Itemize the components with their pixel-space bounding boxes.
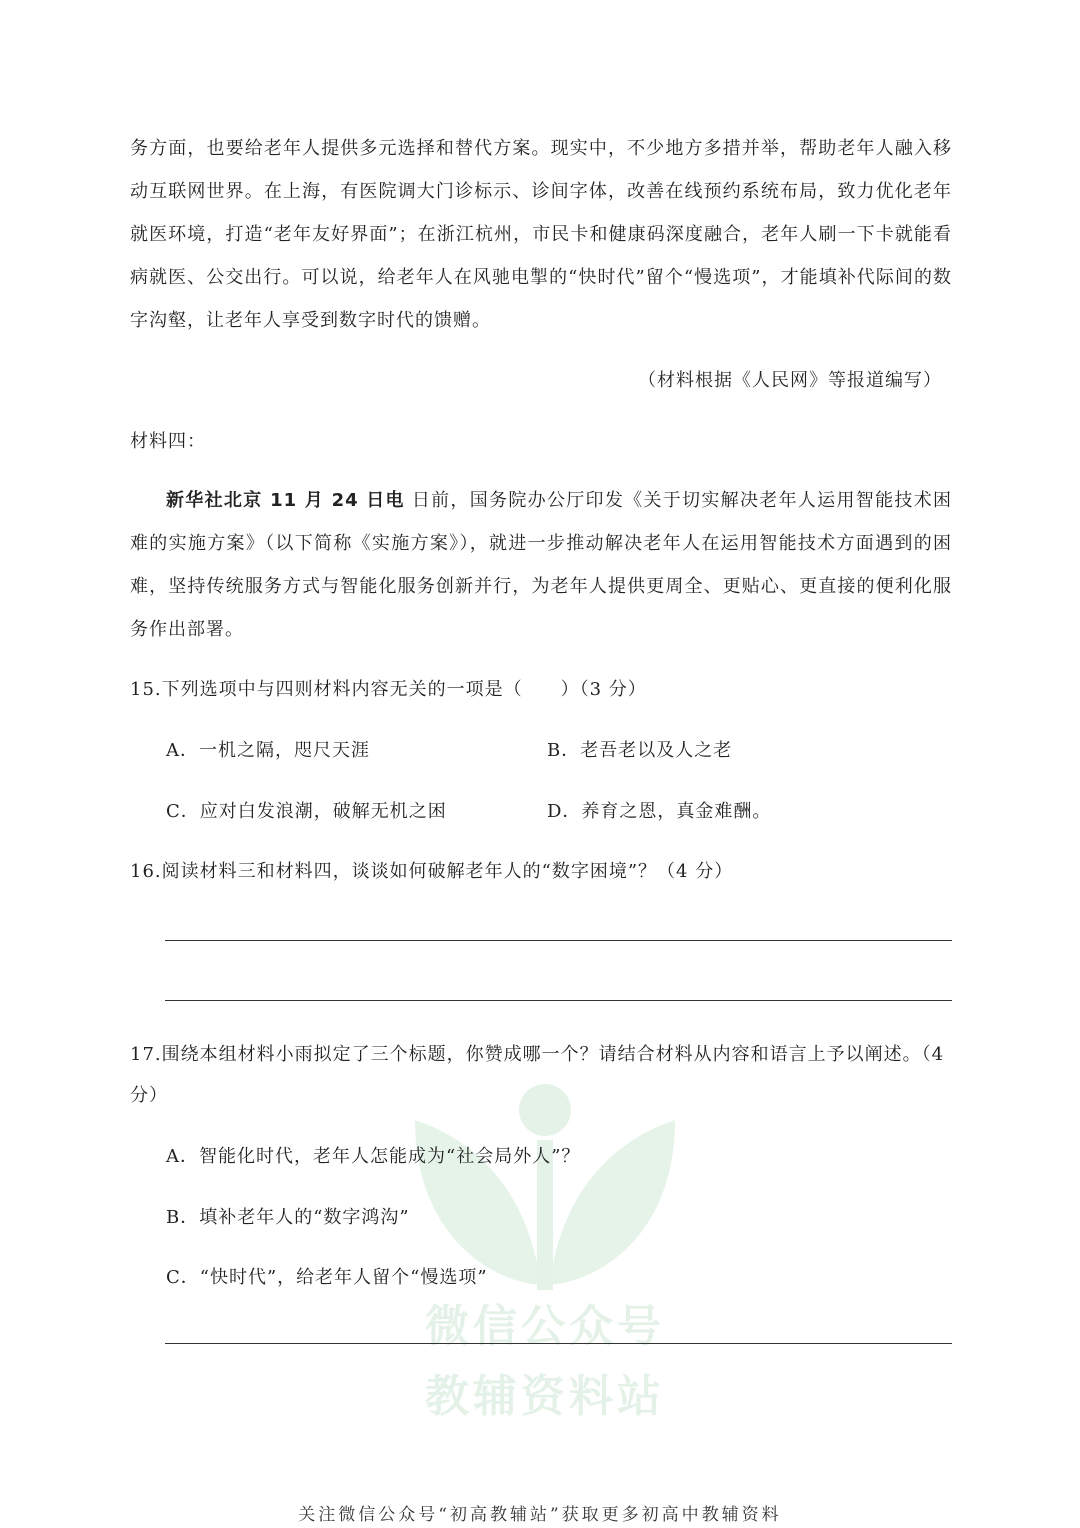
footer-promo-text: 关注微信公众号“初高教辅站”获取更多初高中教辅资料 bbox=[298, 1505, 782, 1525]
leaf-logo-icon bbox=[395, 1080, 695, 1330]
question-15-stem: 15.下列选项中与四则材料内容无关的一项是（ ）（3 分） bbox=[130, 679, 647, 700]
question-15-option-d: D．养育之恩，真金难酬。 bbox=[547, 801, 772, 822]
answer-line bbox=[165, 1000, 952, 1001]
question-15-option-c: C．应对白发浪潮，破解无机之困 bbox=[166, 801, 447, 822]
question-17-option-a: A．智能化时代，老年人怎能成为“社会局外人”？ bbox=[166, 1146, 581, 1167]
watermark-logo bbox=[395, 1080, 695, 1420]
watermark-line-2: 教辅资料站 bbox=[425, 1371, 665, 1422]
question-17-stem-continued: 分） bbox=[130, 1085, 168, 1106]
watermark-line-1: 微信公众号 bbox=[425, 1301, 665, 1352]
material-3-source: （材料根据《人民网》等报道编写） bbox=[638, 370, 942, 391]
question-15-option-a: A．一机之隔，咫尺天涯 bbox=[166, 740, 370, 761]
material-4-body: 日前，国务院办公厅印发《关于切实解决老年人运用智能技术困难的实施方案》（以下简称《实施方案》），就进一步推动解决老年人在运用智能技术方面遇到的困难，坚持传统服务方式与智能化服务创新并行，为老年人提供更周全、更贴心、更直接的便利化服务作出部署。 bbox=[130, 490, 952, 640]
material-4-paragraph bbox=[130, 479, 952, 651]
answer-line bbox=[165, 1343, 952, 1344]
question-17-option-c: C．“快时代”，给老年人留个“慢选项” bbox=[166, 1267, 488, 1288]
material-3-paragraph: 务方面，也要给老年人提供多元选择和替代方案。现实中，不少地方多措并举，帮助老年人融入移动互联网世界。在上海，有医院调大门诊标示、诊间字体，改善在线预约系统布局，致力优化老年就医环境，打造“老年友好界面”；在浙江杭州，市民卡和健康码深度融合，老年人刷一下卡就能看病就医、公交出行。可以说，给老年人在风驰电掣的“快时代”留个“慢选项”，才能填补代际间的数字沟壑，让老年人享受到数字时代的馈赠。 bbox=[130, 138, 952, 331]
material-4-heading: 材料四： bbox=[130, 431, 206, 452]
question-15-option-b: B．老吾老以及人之老 bbox=[547, 740, 733, 761]
question-17-option-b: B．填补老年人的“数字鸿沟” bbox=[166, 1207, 410, 1228]
material-4-dateline: 新华社北京 11 月 24 日电 bbox=[166, 490, 405, 511]
question-16-stem: 16.阅读材料三和材料四，谈谈如何破解老年人的“数字困境”？（4 分） bbox=[130, 861, 734, 882]
answer-line bbox=[165, 940, 952, 941]
question-17-stem: 17.围绕本组材料小雨拟定了三个标题，你赞成哪一个？请结合材料从内容和语言上予以阐述。（4 bbox=[130, 1044, 945, 1065]
